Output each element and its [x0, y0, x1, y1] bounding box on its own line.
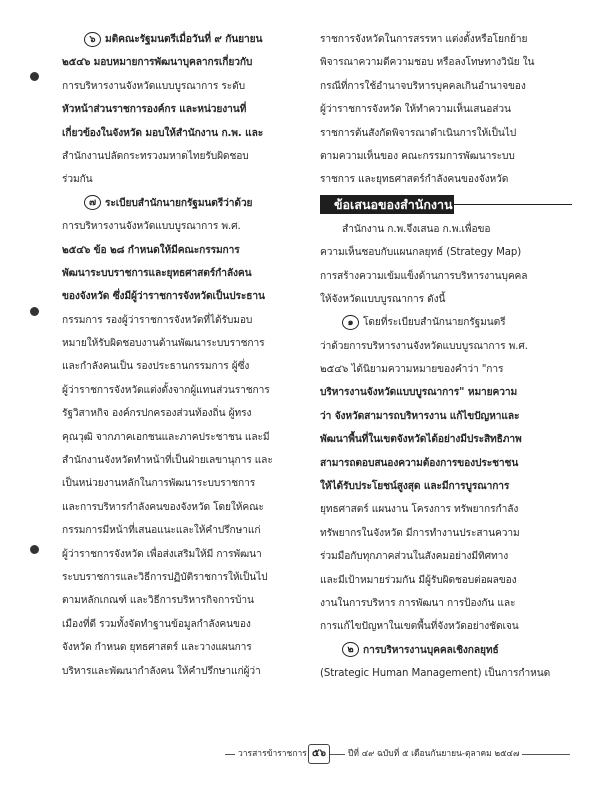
text-line: การบริหารงานจังหวัดแบบบูรณาการ พ.ศ. [62, 221, 241, 233]
text-line: หัวหน้าส่วนราชการองค์กร และหน่วยงานที่ [62, 104, 247, 116]
item-7-first-line: ๗ ระเบียบสำนักนายกรัฐมนตรีว่าด้วย [62, 192, 314, 215]
text-line: ความเห็นชอบกับแผนกลยุทธ์ (Strategy Map) [320, 247, 522, 259]
text-line: การแก้ไขปัญหาในเขตพื้นที่จังหวัดอย่างชัดเจน [320, 621, 519, 633]
binder-hole [30, 72, 39, 81]
text-line: และกำลังคนเป็น รองประธานกรรมการ ผู้ซึ่ง [62, 361, 250, 373]
text-line: การบริหารงานจังหวัดแบบบูรณาการ ระดับ [62, 80, 245, 92]
item-number-badge: ๗ [84, 195, 101, 210]
text-line: ราชการ และยุทธศาสตร์กำลังคนของจังหวัด [320, 174, 509, 186]
text-line: เมืองที่ดี รวมทั้งจัดทำฐานข้อมูลกำลังคนของ [62, 618, 251, 630]
continuation-block [320, 28, 572, 192]
item-number-badge: ๖ [84, 32, 101, 47]
text-line: หมายให้รับผิดชอบงานด้านพัฒนาระบบราชการ [62, 338, 265, 350]
text-line: ๒๕๔๖ มอบหมายการพัฒนาบุคลากรเกี่ยวกับ [62, 57, 253, 69]
issue-info: ปีที่ ๔๙ ฉบับที่ ๕ เดือนกันยายน-ตุลาคม ๒๕๔๗ [345, 746, 522, 760]
page-number: ๕๖ [308, 744, 330, 764]
text-line: พัฒนาระบบราชการและยุทธศาสตร์กำลังคน [62, 267, 252, 279]
text-line: กรรมการมีหน้าที่เสนอแนะและให้คำปรึกษาแก่ [62, 525, 261, 537]
item-2-first-line: ๒ การบริหารงานบุคคลเชิงกลยุทธ์ [320, 639, 572, 662]
text-line: ตามความเห็นของ คณะกรรมการพัฒนาระบบ [320, 150, 515, 162]
text-line: รัฐวิสาหกิจ องค์กรปกครองส่วนท้องถิ่น ผู้ทรง [62, 408, 252, 420]
right-column [320, 28, 572, 686]
text-line: เกี่ยวข้องในจังหวัด มอบให้สำนักงาน ก.พ. และ [62, 127, 264, 139]
text-line: พัฒนาพื้นที่ในเขตจังหวัดได้อย่างมีประสิทธิภาพ [320, 434, 522, 446]
text-line: (Strategic Human Management) เป็นการกำหนด [320, 668, 551, 680]
item-1-first-line: ๑ โดยที่ระเบียบสำนักนายกรัฐมนตรี [320, 311, 572, 334]
text-line: ร่วมกัน [62, 174, 93, 186]
intro-block [320, 218, 572, 312]
left-column [62, 28, 314, 683]
binder-hole [30, 545, 39, 554]
text-line: ว่า จังหวัดสามารถบริหารงาน แก้ไขปัญหาและ [320, 410, 520, 422]
text-line: กรณีที่การใช้อำนาจบริหารบุคคลเกินอำนาจของ [320, 80, 526, 92]
text-line: ๒๕๔๖ ได้นิยามความหมายของคำว่า "การ [320, 364, 504, 376]
text-line: ให้ได้รับประโยชน์สูงสุด และมีการบูรณาการ [320, 481, 510, 493]
text-line: จังหวัด กำหนด ยุทธศาสตร์ และวางแผนการ [62, 642, 252, 654]
text-line: ราชการต้นสังกัดพิจารณาดำเนินการให้เป็นไป [320, 127, 517, 139]
item-number-badge: ๑ [342, 315, 359, 330]
text-line: พิจารณาความดีความชอบ หรือลงโทษทางวินัย ใน [320, 57, 535, 69]
text-line: ระบบราชการและวิธีการปฏิบัติราชการให้เป็นไป [62, 571, 268, 583]
text-line: และมีเป้าหมายร่วมกัน มีผู้รับผิดชอบต่อผลของ [320, 574, 517, 586]
item-6-first-line: ๖ มติคณะรัฐมนตรีเมื่อวันที่ ๙ กันยายน [62, 28, 314, 51]
text-line: สามารถตอบสนองความต้องการของประชาชน [320, 457, 519, 469]
text-line: ราชการจังหวัดในการสรรหา แต่งตั้งหรือโยกย้าย [320, 34, 528, 45]
item-2 [320, 639, 572, 686]
text-line: คุณวุฒิ จากภาคเอกชนและภาคประชาชน และมี [62, 431, 270, 443]
text-line: สำนักงาน ก.พ.จึงเสนอ ก.พ.เพื่อขอ [342, 223, 491, 235]
text-line: ของจังหวัด ซึ่งมีผู้ว่าราชการจังหวัดเป็นประธาน [62, 291, 265, 303]
text-line: สำนักงานจังหวัดทำหน้าที่เป็นฝ่ายเลขานุการ และ [62, 455, 273, 467]
page-footer [225, 744, 570, 770]
heading-rule [454, 204, 572, 205]
text-line: ผู้ว่าราชการจังหวัดแต่งตั้งจากผู้แทนส่วนราชการ [62, 384, 270, 396]
section-heading-label: ข้อเสนอของสำนักงาน ก.พ. [320, 195, 454, 214]
text-line: สำนักงานปลัดกระทรวงมหาดไทยรับผิดชอบ [62, 150, 249, 162]
text-line: บริหารงานจังหวัดแบบบูรณาการ" หมายความ [320, 387, 518, 399]
text-line: ทรัพยากรในจังหวัด มีการทำงานประสานความ [320, 527, 520, 539]
text-line: งานในการบริหาร การพัฒนา การป้องกัน และ [320, 597, 516, 609]
text-line: บริหารและพัฒนากำลังคน ให้คำปรึกษาแก่ผู้ว่า [62, 665, 261, 677]
text-line: ร่วมมือกับทุกภาคส่วนในสังคมอย่างมีทิศทาง [320, 551, 509, 563]
magazine-name: วารสารข้าราชการ [235, 746, 310, 760]
text-line: เป็นหน่วยงานหลักในการพัฒนาระบบราชการ [62, 478, 256, 490]
text-line: ๒๕๔๖ ข้อ ๒๘ กำหนดให้มีคณะกรรมการ [62, 244, 240, 256]
text-line: ว่าด้วยการบริหารงานจังหวัดแบบบูรณาการ พ.ศ. [320, 340, 528, 352]
text-line: และการบริหารกำลังคนของจังหวัด โดยให้คณะ [62, 501, 264, 513]
text-line: ยุทธศาสตร์ แผนงาน โครงการ ทรัพยากรกำลัง [320, 504, 519, 516]
section-heading [320, 192, 572, 216]
text-line: ผู้ว่าราชการจังหวัด ให้ทำความเห็นเสนอส่วน [320, 104, 511, 116]
text-line: ให้จังหวัดแบบบูรณาการ ดังนี้ [320, 293, 446, 305]
text-line: กรรมการ รองผู้ว่าราชการจังหวัดที่ได้รับมอบ [62, 314, 253, 326]
item-6 [62, 28, 314, 192]
text-line: ผู้ว่าราชการจังหวัด เพื่อส่งเสริมให้มี การพัฒนา [62, 548, 262, 560]
item-1 [320, 311, 572, 638]
binder-hole [30, 307, 39, 316]
item-7 [62, 192, 314, 683]
item-number-badge: ๒ [342, 642, 359, 657]
text-line: ตามหลักเกณฑ์ และวิธีการบริหารกิจการบ้าน [62, 595, 254, 607]
text-line: การสร้างความเข้มแข็งด้านการบริหารงานบุคคล [320, 270, 528, 282]
